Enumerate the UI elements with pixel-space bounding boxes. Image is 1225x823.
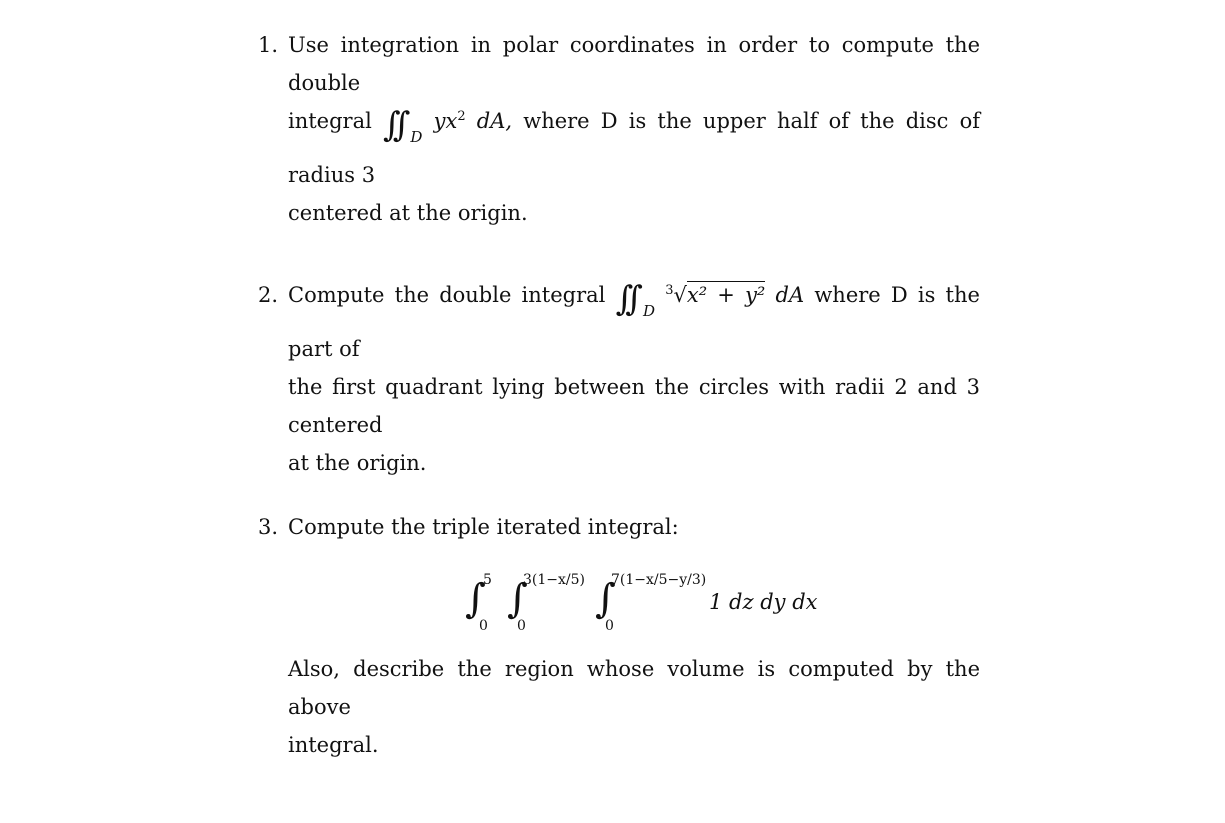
region-subscript: D [410,128,423,146]
problem-text-line: Compute the triple iterated integral: [288,515,679,539]
problem-2 [258,276,980,482]
integral-symbol: ∫ [465,576,486,622]
triple-integral [465,570,825,640]
problem-text-line: the first quadrant lying between the circles with radii 2 and 3 centered [288,375,980,437]
problem-text-line: Use integration in polar coordinates in order to compute the double [288,33,980,95]
problem-text-line [288,102,980,194]
problem-number: 2. [258,283,279,307]
text-fragment: where D is the upper half of the disc of radius 3 [288,109,980,187]
problem-number: 1. [258,33,279,57]
text-fragment: where D is the part of [288,283,980,361]
problem-3-followup [258,650,980,764]
upper-limit: 7(1−x/5−y/3) [611,572,707,588]
text-fragment: Compute the double integral [288,283,606,307]
radicand: x² + y² [686,283,766,307]
double-integral-symbol: ∫∫ [382,105,403,145]
root-index: 3 [665,283,674,298]
radical-sign: √ [673,283,687,307]
differential: dA, [476,109,513,133]
problem-1 [258,26,980,232]
integrand: yx [433,109,458,133]
problem-text-line: integral. [288,733,379,757]
problem-text-line: centered at the origin. [288,201,528,225]
double-integral-symbol: ∫∫ [615,279,635,319]
text-fragment: integral [288,109,372,133]
lower-limit: 0 [517,618,526,634]
differential: dA [775,283,805,307]
problem-text-line: at the origin. [288,451,427,475]
region-subscript: D [643,302,656,320]
exponent: 2 [457,109,466,124]
lower-limit: 0 [479,618,488,634]
integrand: 1 dz dy dx [709,590,818,614]
integral-symbol: ∫ [595,576,616,622]
problem-text-line: Also, describe the region whose volume is computed by the above [288,657,980,719]
upper-limit: 5 [483,572,492,588]
problem-3 [258,508,980,546]
problem-number: 3. [258,515,279,539]
problem-text-line [288,276,980,368]
lower-limit: 0 [605,618,614,634]
upper-limit: 3(1−x/5) [523,572,585,588]
integral-symbol: ∫ [507,576,528,622]
